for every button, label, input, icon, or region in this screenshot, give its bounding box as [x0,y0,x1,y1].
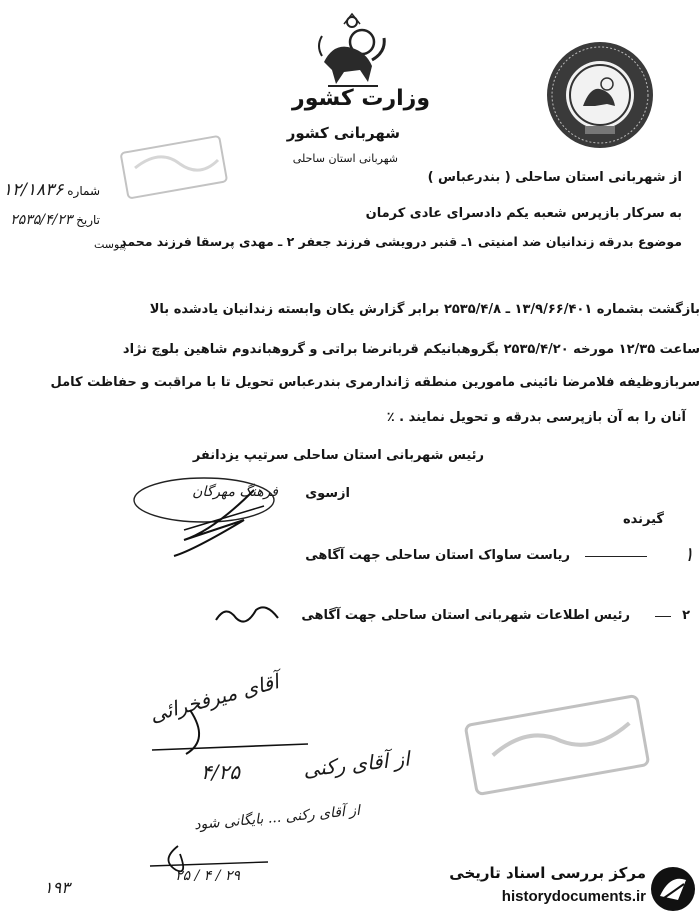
handwritten-note-2: از آقای رکنی [302,746,411,782]
attachment-label: پیوست [94,238,127,251]
office-title: شهربانی استان ساحلی [292,152,398,165]
date-row [0,212,100,228]
watermark [418,862,698,918]
number-label: شماره [67,184,100,198]
recipient-2-text: رئیس اطلاعات شهربانی استان ساحلی جهت آگاهی [301,608,630,623]
body-line-4: آنان را به آن بازپرسی بدرقه و تحویل نمایند . ٪ [386,410,686,425]
handwritten-note-5: ۲۹ / ۴ / ۲۵ [175,868,240,884]
lion-and-sun-emblem-icon [314,12,394,90]
handwritten-note-3: ۴/۲۵ [201,760,240,784]
ministry-title: وزارت کشور [292,86,430,111]
note-scribble-icon [150,700,310,760]
recipients-heading: گیرنده [622,512,664,527]
recipient-1-text: ریاست ساواک استان ساحلی جهت آگاهی [305,548,570,563]
subject-line: موضوع بدرقه زندانیان ضد امنیتی ۱ـ قنبر درویشی فرزند جعفر ۲ ـ مهدی پرسقا فرزند محمد [120,234,682,249]
to-line: به سرکار بازپرس شعبه یکم دادسرای عادی کرمان [365,206,682,221]
number-row [0,180,100,200]
faded-stamp-icon [120,138,230,198]
body-line-3: سربازوظیفه فلامرضا نائینی مامورین منطقه ژاندارمری بندرعباس تحویل تا با مراقبت و حفاظت کامل [50,375,700,390]
signatory-title: رئیس شهربانی استان ساحلی سرتیپ یزدانفر [192,448,484,463]
handwritten-note-1: آقای میرفخرائی [146,669,281,727]
from-line: از شهربانی استان ساحلی ( بندرعباس ) [427,170,682,185]
ornate-seal-icon [545,40,655,150]
date-value: ۲۵۳۵/۴/۲۳ [10,212,73,228]
signatory-name: فرهنگ مهرگان [192,484,278,500]
on-behalf-label: ازسوی [305,486,350,501]
archive-logo-icon [650,866,696,912]
archive-stamp-icon [462,700,652,790]
watermark-title: مرکز بررسی اسناد تاریخی [449,864,646,882]
body-line-1: بازگشت بشماره ۱۳/۹/۶۶/۴۰۱ ـ ۲۵۳۵/۴/۸ برابر گزارش یکان وابسته زندانیان یادشده بالا [149,302,700,317]
department-title: شهربانی کشور [286,124,400,142]
recipient-2-marker: ۲ [682,608,690,623]
number-value: ۱۲/۱۸۳۶ [2,180,64,200]
page-number: ۱۹۳ [44,878,70,897]
watermark-url: historydocuments.ir [501,888,646,905]
recipient-1-marker: ۱ [683,542,694,566]
recipient-2-scribble-icon [212,600,282,630]
body-line-2: ساعت ۱۲/۳۵ مورخه ۲۵۳۵/۴/۲۰ بگروهبانیکم قربانرضا براتی و گروهباندوم شاهین بلوچ نژاد [122,342,700,357]
recipient-1-dash [585,556,647,557]
signature-scribble-icon [124,470,284,560]
handwritten-note-4: از آقای رکنی ... بایگانی شود [193,802,361,834]
date-label: تاریخ [76,213,100,227]
recipient-2-dash [655,616,671,617]
